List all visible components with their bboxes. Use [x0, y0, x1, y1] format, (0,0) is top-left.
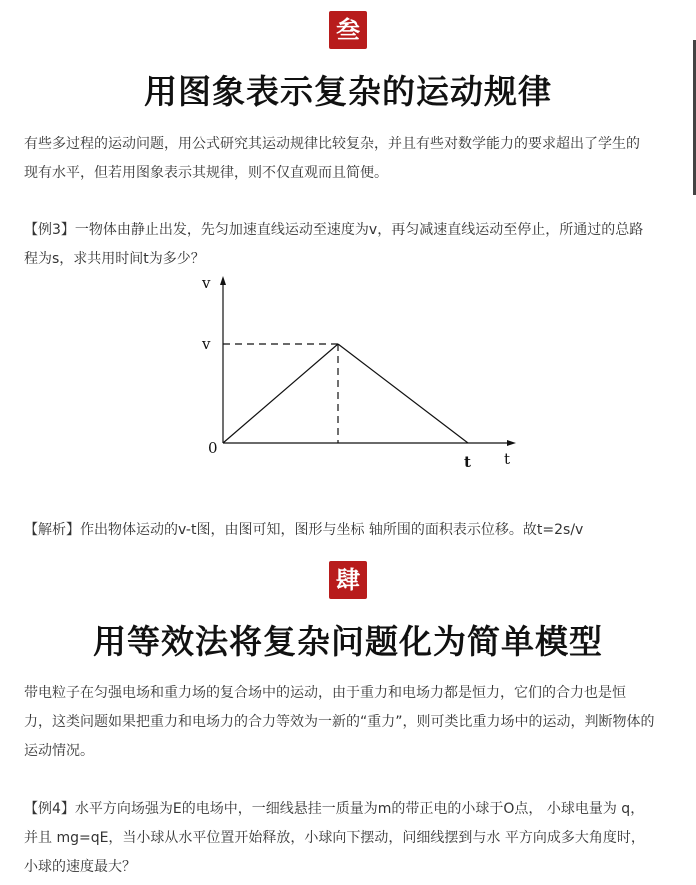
- intro-line-1: 有些多过程的运动问题，用公式研究其运动规律比较复杂，并且有些对数学能力的要求超出了学生的: [24, 136, 640, 152]
- vt-graph: [198, 268, 522, 480]
- section4-intro-line-2: 力，这类问题如果把重力和电场力的合力等效为一新的“重力”，则可类比重力场中的运动，判断物体的: [24, 714, 655, 730]
- analysis-3: 【解析】作出物体运动的v-t图，由图可知，图形与坐标 轴所围的面积表示位移。故t=2s/v: [24, 522, 584, 538]
- section4-intro-line-3: 运动情况。: [24, 743, 94, 759]
- x-axis-label: t: [504, 450, 511, 468]
- example-3-line-1: 【例3】一物体由静止出发，先匀加速直线运动至速度为v，再匀减速直线运动至停止，所通过的总路: [24, 222, 644, 238]
- section-badge-3: 叁: [329, 11, 367, 49]
- peak-velocity-label: v: [202, 335, 211, 353]
- x-axis-arrow-icon: [507, 440, 516, 446]
- origin-label: 0: [208, 439, 218, 457]
- example-4-line-3: 小球的速度最大？: [24, 859, 136, 875]
- intro-line-2: 现有水平，但若用图象表示其规律，则不仅直观而且简便。: [24, 165, 388, 181]
- example-3-line-2: 程为s，求共用时间t为多少？: [24, 251, 205, 267]
- example-4-line-2: 并且 mg=qE，当小球从水平位置开始释放，小球向下摆动，问细线摆到与水 平方向成多大角度时，: [24, 830, 645, 846]
- decelerate-line: [338, 344, 468, 443]
- section-title-4: 用等效法将复杂问题化为简单模型: [93, 622, 603, 661]
- y-axis-label: v: [202, 274, 211, 292]
- end-time-label: t: [464, 453, 471, 471]
- section-badge-4: 肆: [329, 561, 367, 599]
- section-title-3: 用图象表示复杂的运动规律: [144, 72, 552, 111]
- example-4-line-1: 【例4】水平方向场强为E的电场中，一细线悬挂一质量为m的带正电的小球于O点， 小球电量为 q，: [24, 801, 645, 817]
- accelerate-line: [223, 344, 338, 443]
- section4-intro-line-1: 带电粒子在匀强电场和重力场的复合场中的运动，由于重力和电场力都是恒力，它们的合力也是恒: [24, 685, 626, 701]
- y-axis-arrow-icon: [220, 276, 226, 285]
